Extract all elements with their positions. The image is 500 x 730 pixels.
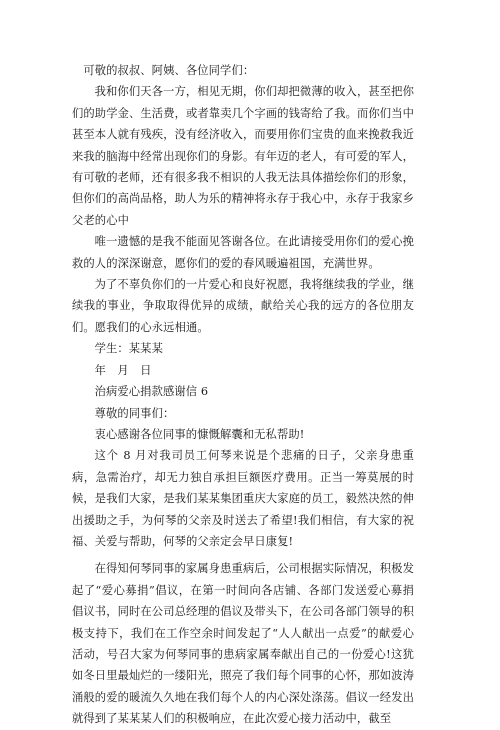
- letter1-paragraph-1: 我和你们天各一方，相见无期，你们却把微薄的收入，甚至把你们的助学金、生活费，或者靠卖几个字画的钱寄给了我。而你们当中甚至本人就有残疾，没有经济收入，而要用你们宝贵的血来挽救我近来我的脑海中经常出现你们的身影。有年迈的老人，有可爱的军人，有可敬的老师，还有很多我不相识的人我无法具体描绘你们的形象，但你们的高尚品格，助人为乐的精神将永存于我心中，永存于我家乡父老的心中: [72, 85, 414, 227]
- letter2-paragraph-1: 这个 8 月对我司员工何琴来说是个悲痛的日子，父亲身患重病，急需治疗，却无力独自承担巨额医疗费用。正当一筹莫展的时候，是我们大家，是我们某某集团重庆大家庭的员工，毅然决然的伸出援助之手，为何琴的父亲及时送去了希望!我们相信，有大家的祝福、关爱与帮助，何琴的父亲定会早日康复!: [72, 449, 414, 548]
- letter1-paragraph-3: 为了不辜负你们的一片爱心和良好祝愿，我将继续我的学业，继续我的事业，争取取得优异的成绩，献给关心我的远方的各位朋友们。愿我们的心永远相通。: [72, 278, 414, 334]
- letter2-paragraph-2: 在得知何琴同事的家属身患重病后，公司根据实际情况，积极发起了“爱心募捐”倡议，在第一时间向各店铺、各部门发送爱心募捐倡议书，同时在公司总经理的倡议及带头下，在公司各部门领导的积极支持下，我们在工作空余时间发起了“人人献出一点爱”的献爱心活动，号召大家为何琴同事的患病家属奉献出自己的一份爱心!这犹如冬日里最灿烂的一缕阳光，照亮了我们每个同事的心怀，那如波涛涌般的爱的暖流久久地在我们每个人的内心深处涤荡。倡议一经发出就得到了某某某人们的积极响应，在此次爱心接力活动中，截至: [72, 562, 414, 726]
- letter1-paragraph-2: 唯一遗憾的是我不能面见答谢各位。在此请接受用你们的爱心挽救的人的深深谢意，愿你们的爱的春风暖遍祖国，充满世界。: [72, 235, 414, 270]
- letter1-date: 年 月 日: [94, 363, 152, 377]
- document-body: [72, 60, 414, 730]
- letter1-signature: 学生：某某某: [94, 342, 163, 356]
- letter2-thanks-line: 衷心感谢各位同事的慷慨解囊和无私帮助!: [94, 427, 305, 441]
- letter2-heading: 治病爱心捐款感谢信 6: [94, 385, 209, 399]
- letter1-salutation: 可敬的叔叔、阿姨、各位同学们：: [83, 64, 255, 77]
- letter2-salutation: 尊敬的同事们：: [94, 406, 175, 420]
